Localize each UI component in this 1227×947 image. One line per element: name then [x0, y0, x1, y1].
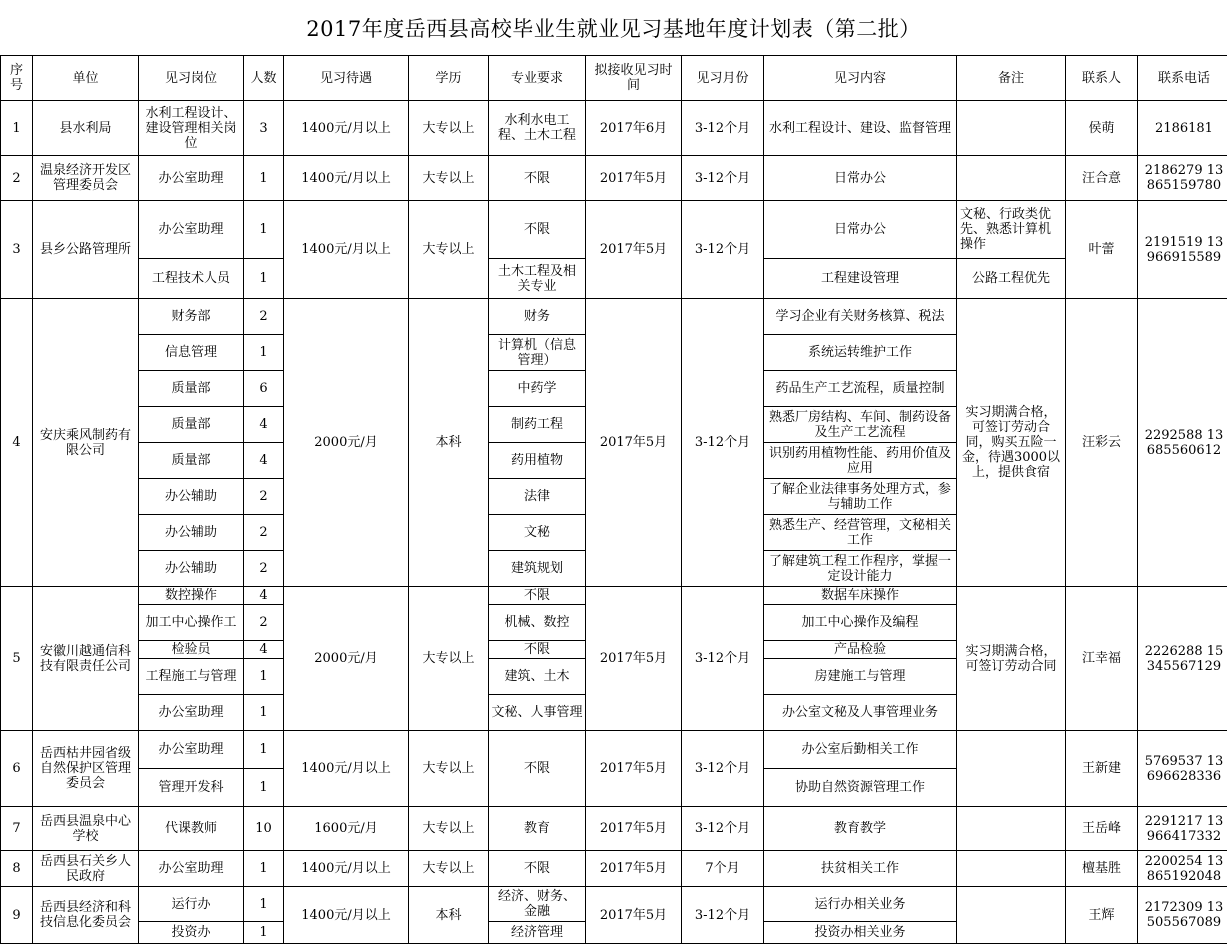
cell-post[interactable]: 办公辅助: [139, 479, 244, 515]
cell-post[interactable]: 办公室助理: [139, 156, 244, 201]
cell-note[interactable]: [957, 887, 1066, 944]
header-cell[interactable]: 专业要求: [489, 56, 586, 101]
cell-post[interactable]: 质量部: [139, 443, 244, 479]
cell-no[interactable]: 9: [1, 887, 33, 944]
cell-count[interactable]: 1: [244, 335, 284, 371]
cell-count[interactable]: 1: [244, 769, 284, 807]
cell-post[interactable]: 运行办: [139, 887, 244, 922]
cell-count[interactable]: 1: [244, 731, 284, 769]
cell-phone[interactable]: 2200254 13865192048: [1138, 851, 1227, 887]
cell-major[interactable]: 制药工程: [489, 407, 586, 443]
cell-count[interactable]: 2: [244, 299, 284, 335]
cell-unit[interactable]: 岳西县经济和科技信息化委员会: [33, 887, 139, 944]
cell-phone[interactable]: 2191519 13966915589: [1138, 201, 1227, 299]
cell-post[interactable]: 代课教师: [139, 807, 244, 851]
table-row: [1, 807, 1227, 851]
cell-major[interactable]: 不限: [489, 641, 586, 659]
cell-content[interactable]: 日常办公: [764, 201, 957, 259]
header-cell[interactable]: 拟接收见习时间: [586, 56, 682, 101]
cell-time[interactable]: 2017年5月: [586, 587, 682, 731]
cell-edu[interactable]: 大专以上: [409, 201, 489, 299]
cell-post[interactable]: 办公辅助: [139, 551, 244, 587]
cell-content[interactable]: 系统运转维护工作: [764, 335, 957, 371]
cell-major[interactable]: 文秘、人事管理: [489, 695, 586, 731]
plan-table: [0, 55, 1227, 944]
cell-contact[interactable]: 汪合意: [1066, 156, 1138, 201]
header-cell[interactable]: 见习岗位: [139, 56, 244, 101]
cell-post[interactable]: 加工中心操作工: [139, 605, 244, 641]
cell-months[interactable]: 3-12个月: [682, 299, 764, 587]
cell-no[interactable]: 5: [1, 587, 33, 731]
cell-pay[interactable]: 1400元/月以上: [284, 156, 409, 201]
cell-months[interactable]: 3-12个月: [682, 587, 764, 731]
cell-post[interactable]: 财务部: [139, 299, 244, 335]
cell-time[interactable]: 2017年5月: [586, 156, 682, 201]
cell-major[interactable]: 经济管理: [489, 922, 586, 944]
cell-major[interactable]: 不限: [489, 851, 586, 887]
cell-major[interactable]: 机械、数控: [489, 605, 586, 641]
cell-contact[interactable]: 江幸福: [1066, 587, 1138, 731]
cell-post[interactable]: 办公室助理: [139, 731, 244, 769]
cell-content[interactable]: 运行办相关业务: [764, 887, 957, 922]
header-cell[interactable]: 单位: [33, 56, 139, 101]
cell-major[interactable]: 教育: [489, 807, 586, 851]
cell-post[interactable]: 检验员: [139, 641, 244, 659]
cell-time[interactable]: 2017年5月: [586, 201, 682, 299]
cell-major[interactable]: 建筑、土木: [489, 659, 586, 695]
cell-pay[interactable]: 1600元/月: [284, 807, 409, 851]
cell-edu[interactable]: 大专以上: [409, 731, 489, 807]
cell-count[interactable]: 10: [244, 807, 284, 851]
cell-pay[interactable]: 2000元/月: [284, 299, 409, 587]
cell-contact[interactable]: 王岳峰: [1066, 807, 1138, 851]
header-cell[interactable]: 人数: [244, 56, 284, 101]
cell-post[interactable]: 投资办: [139, 922, 244, 944]
cell-note[interactable]: [957, 851, 1066, 887]
cell-content[interactable]: 了解建筑工程工作程序，掌握一定设计能力: [764, 551, 957, 587]
cell-contact[interactable]: 檀基胜: [1066, 851, 1138, 887]
cell-phone[interactable]: 2292588 13685560612: [1138, 299, 1227, 587]
cell-months[interactable]: 3-12个月: [682, 807, 764, 851]
header-cell[interactable]: 序号: [1, 56, 33, 101]
table-row: [1, 299, 1227, 335]
cell-months[interactable]: 3-12个月: [682, 731, 764, 807]
cell-edu[interactable]: 大专以上: [409, 807, 489, 851]
cell-content[interactable]: 产品检验: [764, 641, 957, 659]
cell-count[interactable]: 1: [244, 259, 284, 299]
header-cell[interactable]: 学历: [409, 56, 489, 101]
cell-major[interactable]: 水利水电工程、土木工程: [489, 101, 586, 156]
cell-content[interactable]: 协助自然资源管理工作: [764, 769, 957, 807]
cell-phone[interactable]: 2226288 15345567129: [1138, 587, 1227, 731]
cell-major[interactable]: 建筑规划: [489, 551, 586, 587]
cell-post[interactable]: 工程技术人员: [139, 259, 244, 299]
cell-phone[interactable]: 2172309 13505567089: [1138, 887, 1227, 944]
cell-phone[interactable]: 2186181: [1138, 101, 1227, 156]
cell-content[interactable]: 教育教学: [764, 807, 957, 851]
cell-edu[interactable]: 本科: [409, 887, 489, 944]
cell-note[interactable]: 实习期满合格，可签订劳动合同，购买五险一金，待遇3000以上，提供食宿: [957, 299, 1066, 587]
cell-post[interactable]: 水利工程设计、建设管理相关岗位: [139, 101, 244, 156]
cell-count[interactable]: 1: [244, 922, 284, 944]
cell-count[interactable]: 6: [244, 371, 284, 407]
cell-major[interactable]: 不限: [489, 156, 586, 201]
cell-note[interactable]: [957, 156, 1066, 201]
cell-major[interactable]: 财务: [489, 299, 586, 335]
cell-count[interactable]: 3: [244, 101, 284, 156]
header-row: [1, 56, 1227, 101]
table-row: [1, 101, 1227, 156]
header-cell[interactable]: 见习月份: [682, 56, 764, 101]
cell-count[interactable]: 4: [244, 407, 284, 443]
header-cell[interactable]: 见习内容: [764, 56, 957, 101]
cell-content[interactable]: 了解企业法律事务处理方式，参与辅助工作: [764, 479, 957, 515]
cell-edu[interactable]: 大专以上: [409, 156, 489, 201]
cell-major[interactable]: 不限: [489, 201, 586, 259]
cell-content[interactable]: 熟悉厂房结构、车间、制药设备及生产工艺流程: [764, 407, 957, 443]
cell-count[interactable]: 4: [244, 443, 284, 479]
cell-months[interactable]: 3-12个月: [682, 201, 764, 299]
cell-no[interactable]: 2: [1, 156, 33, 201]
cell-pay[interactable]: 1400元/月以上: [284, 101, 409, 156]
cell-count[interactable]: 1: [244, 695, 284, 731]
cell-contact[interactable]: 汪彩云: [1066, 299, 1138, 587]
cell-phone[interactable]: 5769537 13696628336: [1138, 731, 1227, 807]
cell-note[interactable]: 实习期满合格，可签订劳动合同: [957, 587, 1066, 731]
cell-months[interactable]: 3-12个月: [682, 887, 764, 944]
cell-unit[interactable]: 县乡公路管理所: [33, 201, 139, 299]
cell-months[interactable]: 3-12个月: [682, 156, 764, 201]
cell-post[interactable]: 管理开发科: [139, 769, 244, 807]
cell-time[interactable]: 2017年6月: [586, 101, 682, 156]
table-row: [1, 851, 1227, 887]
cell-count[interactable]: 4: [244, 587, 284, 605]
cell-content[interactable]: 药品生产工艺流程，质量控制: [764, 371, 957, 407]
cell-unit[interactable]: 安庆乘风制药有限公司: [33, 299, 139, 587]
cell-edu[interactable]: 大专以上: [409, 101, 489, 156]
cell-contact[interactable]: 王新建: [1066, 731, 1138, 807]
cell-count[interactable]: 1: [244, 156, 284, 201]
cell-unit[interactable]: 安徽川越通信科技有限责任公司: [33, 587, 139, 731]
cell-pay[interactable]: 1400元/月以上: [284, 201, 409, 299]
cell-note[interactable]: [957, 807, 1066, 851]
cell-no[interactable]: 1: [1, 101, 33, 156]
cell-phone[interactable]: 2291217 13966417332: [1138, 807, 1227, 851]
cell-note[interactable]: 文秘、行政类优先、熟悉计算机操作: [957, 201, 1066, 259]
cell-months[interactable]: 3-12个月: [682, 101, 764, 156]
cell-unit[interactable]: 岳西县石关乡人民政府: [33, 851, 139, 887]
cell-note[interactable]: [957, 101, 1066, 156]
cell-content[interactable]: 办公室文秘及人事管理业务: [764, 695, 957, 731]
cell-unit[interactable]: 县水利局: [33, 101, 139, 156]
table-row: [1, 731, 1227, 769]
cell-content[interactable]: 房建施工与管理: [764, 659, 957, 695]
cell-pay[interactable]: 1400元/月以上: [284, 851, 409, 887]
cell-content[interactable]: 扶贫相关工作: [764, 851, 957, 887]
cell-time[interactable]: 2017年5月: [586, 887, 682, 944]
cell-count[interactable]: 2: [244, 551, 284, 587]
cell-major[interactable]: 土木工程及相关专业: [489, 259, 586, 299]
cell-post[interactable]: 办公室助理: [139, 695, 244, 731]
cell-post[interactable]: 办公辅助: [139, 515, 244, 551]
cell-unit[interactable]: 岳西县温泉中心学校: [33, 807, 139, 851]
cell-content[interactable]: 投资办相关业务: [764, 922, 957, 944]
cell-count[interactable]: 1: [244, 887, 284, 922]
table-row: [1, 587, 1227, 605]
cell-contact[interactable]: 侯萌: [1066, 101, 1138, 156]
cell-count[interactable]: 1: [244, 851, 284, 887]
cell-major[interactable]: 计算机（信息管理）: [489, 335, 586, 371]
cell-content[interactable]: 加工中心操作及编程: [764, 605, 957, 641]
cell-unit[interactable]: 温泉经济开发区管理委员会: [33, 156, 139, 201]
cell-major[interactable]: 经济、财务、金融: [489, 887, 586, 922]
cell-time[interactable]: 2017年5月: [586, 731, 682, 807]
cell-time[interactable]: 2017年5月: [586, 807, 682, 851]
cell-contact[interactable]: 叶蕾: [1066, 201, 1138, 299]
cell-time[interactable]: 2017年5月: [586, 851, 682, 887]
cell-count[interactable]: 4: [244, 641, 284, 659]
cell-edu[interactable]: 大专以上: [409, 851, 489, 887]
table-row: [1, 201, 1227, 259]
cell-count[interactable]: 1: [244, 201, 284, 259]
cell-content[interactable]: 工程建设管理: [764, 259, 957, 299]
cell-edu[interactable]: 大专以上: [409, 587, 489, 731]
cell-no[interactable]: 3: [1, 201, 33, 299]
header-cell[interactable]: 见习待遇: [284, 56, 409, 101]
cell-post[interactable]: 办公室助理: [139, 851, 244, 887]
cell-content[interactable]: 熟悉生产、经营管理，文秘相关工作: [764, 515, 957, 551]
cell-post[interactable]: 质量部: [139, 371, 244, 407]
table-row: [1, 887, 1227, 922]
cell-edu[interactable]: 本科: [409, 299, 489, 587]
cell-count[interactable]: 2: [244, 515, 284, 551]
cell-content[interactable]: 学习企业有关财务核算、税法: [764, 299, 957, 335]
header-cell[interactable]: 联系人: [1066, 56, 1138, 101]
table-title: 2017年度岳西县高校毕业生就业见习基地年度计划表（第二批）: [306, 16, 921, 41]
cell-content[interactable]: 数据车床操作: [764, 587, 957, 605]
cell-post[interactable]: 数控操作: [139, 587, 244, 605]
cell-post[interactable]: 办公室助理: [139, 201, 244, 259]
header-cell[interactable]: 联系电话: [1138, 56, 1227, 101]
cell-no[interactable]: 8: [1, 851, 33, 887]
cell-pay[interactable]: 2000元/月: [284, 587, 409, 731]
table-row: [1, 156, 1227, 201]
cell-content[interactable]: 日常办公: [764, 156, 957, 201]
header-cell[interactable]: 备注: [957, 56, 1066, 101]
cell-note[interactable]: 公路工程优先: [957, 259, 1066, 299]
cell-no[interactable]: 7: [1, 807, 33, 851]
cell-pay[interactable]: 1400元/月以上: [284, 887, 409, 944]
cell-note[interactable]: [957, 731, 1066, 807]
cell-count[interactable]: 1: [244, 659, 284, 695]
cell-phone[interactable]: 2186279 13865159780: [1138, 156, 1227, 201]
cell-count[interactable]: 2: [244, 479, 284, 515]
cell-time[interactable]: 2017年5月: [586, 299, 682, 587]
cell-pay[interactable]: 1400元/月以上: [284, 731, 409, 807]
cell-major[interactable]: 法律: [489, 479, 586, 515]
cell-count[interactable]: 2: [244, 605, 284, 641]
cell-post[interactable]: 质量部: [139, 407, 244, 443]
cell-contact[interactable]: 王辉: [1066, 887, 1138, 944]
cell-months[interactable]: 7个月: [682, 851, 764, 887]
cell-content[interactable]: 办公室后勤相关工作: [764, 731, 957, 769]
cell-no[interactable]: 6: [1, 731, 33, 807]
cell-content[interactable]: 水利工程设计、建设、监督管理: [764, 101, 957, 156]
cell-major[interactable]: 不限: [489, 731, 586, 807]
cell-unit[interactable]: 岳西枯井园省级自然保护区管理委员会: [33, 731, 139, 807]
cell-no[interactable]: 4: [1, 299, 33, 587]
cell-post[interactable]: 信息管理: [139, 335, 244, 371]
cell-post[interactable]: 工程施工与管理: [139, 659, 244, 695]
cell-major[interactable]: 中药学: [489, 371, 586, 407]
cell-major[interactable]: 不限: [489, 587, 586, 605]
cell-major[interactable]: 药用植物: [489, 443, 586, 479]
cell-content[interactable]: 识别药用植物性能、药用价值及应用: [764, 443, 957, 479]
cell-major[interactable]: 文秘: [489, 515, 586, 551]
